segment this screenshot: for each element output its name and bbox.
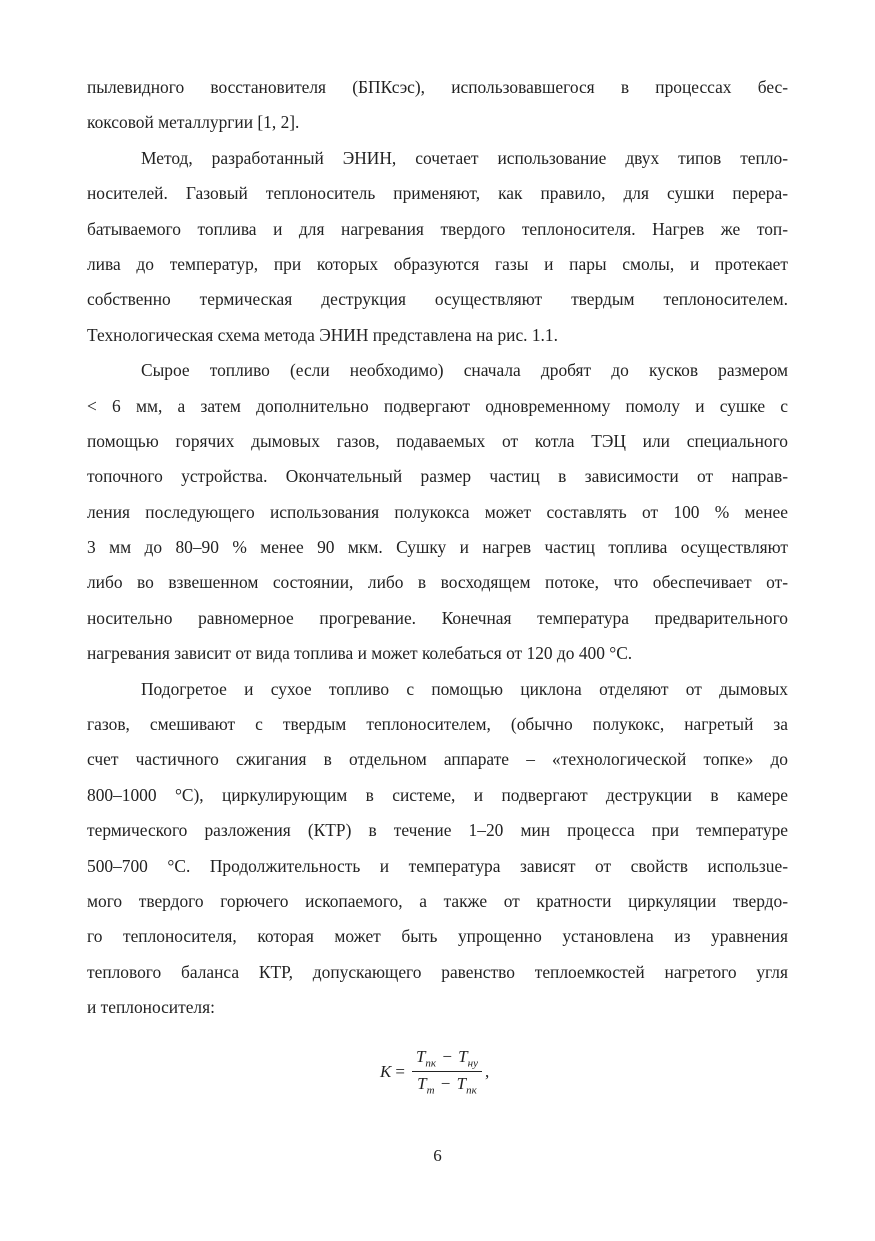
text-line: топочного устройства. Окончательный размер частиц в зависимости от направ-: [87, 466, 788, 487]
formula-comma: ,: [484, 1061, 490, 1081]
text-line: счет частичного сжигания в отдельном аппарате – «технологической топке» до: [87, 749, 788, 770]
page-number: 6: [433, 1146, 442, 1165]
text-line: < 6 мм, а затем дополнительно подвергают одновременному помолу и сушке с: [87, 395, 788, 416]
text-line: лива до температур, при которых образуются газы и пары смолы, и протекает: [87, 253, 788, 274]
text-line: и теплоносителя:: [87, 997, 215, 1018]
text-line: 500–700 °С. Продолжительность и температура зависят от свойств использue-: [87, 855, 788, 876]
text-line: газов, смешивают с твердым теплоносителем, (обычно полукокс, нагретый за: [87, 714, 788, 735]
text-line: ления последующего использования полукокса может составлять от 100 % менее: [87, 501, 788, 522]
formula-lhs: K: [380, 1061, 392, 1081]
text-line: собственно термическая деструкция осуществляют твердым теплоносителем.: [87, 289, 788, 310]
text-line: пылевидного восстановителя (БПКсэс), использовавшегося в процессах бес-: [87, 77, 788, 97]
text-line: 3 мм до 80–90 % менее 90 мкм. Сушку и нагрев частиц топлива осуществляют: [87, 537, 788, 558]
formula-den-minus: −: [440, 1074, 451, 1094]
formula-numerator: [412, 1047, 482, 1072]
formula-den-a: T: [417, 1074, 427, 1094]
body-text: [87, 70, 788, 1026]
formula-den-b-sub: пк: [466, 1084, 477, 1097]
text-line: помощью горячих дымовых газов, подаваемых от котла ТЭЦ или специального: [87, 430, 788, 451]
text-line: 800–1000 °С), циркулирующим в системе, и подвергают деструкции в камере: [87, 784, 788, 805]
text-line: носительно равномерное прогревание. Конечная температура предварительного: [87, 607, 788, 628]
formula-denominator: [413, 1072, 481, 1096]
text-line: теплового баланса КТР, допускающего равенство теплоемкостей нагретого угля: [87, 961, 788, 982]
formula-equals: =: [395, 1061, 405, 1081]
text-line: Подогретое и сухое топливо с помощью циклона отделяют от дымовых: [141, 678, 788, 699]
text-line: носителей. Газовый теплоноситель применяют, как правило, для сушки перера-: [87, 183, 788, 204]
text-line: термического разложения (КТР) в течение 1–20 мин процесса при температуре: [87, 820, 788, 841]
text-line: Технологическая схема метода ЭНИН представлена на рис. 1.1.: [87, 324, 558, 345]
formula-num-a: T: [415, 1047, 426, 1066]
formula-den-b: T: [456, 1074, 467, 1094]
formula-circulation-ratio: [380, 1047, 489, 1097]
text-line: либо во взвешенном состоянии, либо в восходящем потоке, что обеспечивает от-: [87, 572, 788, 593]
text-line: мого твердого горючего ископаемого, а также от кратности циркуляции твердо-: [87, 890, 788, 911]
formula-num-b-sub: ну: [467, 1057, 478, 1070]
formula-den-a-sub: т: [426, 1084, 435, 1097]
text-line: го теплоносителя, которая может быть упрощенно установлена из уравнения: [87, 926, 788, 947]
formula-num-b: T: [458, 1047, 468, 1066]
text-line: нагревания зависит от вида топлива и может колебаться от 120 до 400 °С.: [87, 643, 633, 664]
formula-fraction: [412, 1047, 482, 1097]
text-line: Сырое топливо (если необходимо) сначала дробят до кусков размером: [141, 360, 788, 381]
text-line: Метод, разработанный ЭНИН, сочетает использование двух типов тепло-: [141, 147, 788, 168]
text-line: коксовой металлургии [1, 2].: [87, 112, 300, 133]
formula-num-minus: −: [442, 1047, 452, 1066]
formula-num-a-sub: пк: [425, 1057, 437, 1070]
text-line: батываемого топлива и для нагревания твердого теплоносителя. Нагрев же топ-: [87, 218, 788, 239]
